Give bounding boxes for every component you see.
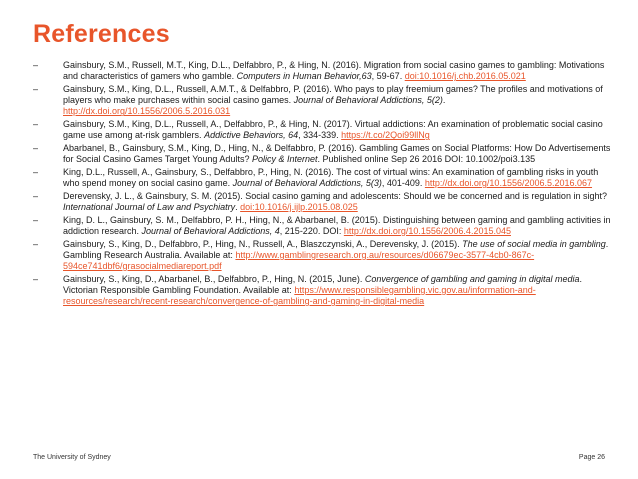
reference-text: Gainsbury, S.M., King, D.L., Russell, A., Delfabbro, P., & Hing, N. (2017). Virtual addictions: An examination of problematic social casino game use among at-risk gamblers.	[63, 119, 603, 141]
reference-journal: Policy & Internet	[251, 154, 318, 165]
reference-item	[33, 274, 613, 308]
reference-journal: Convergence of gambling and gaming in digital media	[364, 273, 580, 284]
bullet-dash: –	[33, 214, 39, 225]
reference-text: King, D.L., Russell, A., Gainsbury, S., Delfabbro, P., Hing, N. (2016). The cost of virtual wins: An examination of gambling risks in youth who spend money on social casino game.	[63, 166, 599, 189]
reference-journal: Journal of Behavioral Addictions, 4	[141, 225, 280, 236]
reference-link[interactable]: http://www.gamblingresearch.org.au/resources/d06679ec-3577-4cb0-867c-594ce741dbf6/grasocialmediareport.pdf	[63, 249, 535, 271]
reference-text: .	[442, 95, 446, 106]
reference-journal: Addictive Behaviors, 64	[204, 130, 299, 141]
reference-item	[33, 215, 613, 237]
reference-item	[33, 119, 613, 141]
reference-text: Abarbanel, B., Gainsbury, S.M., King, D., Hing, N., & Delfabbro, P. (2016). Gambling Games on Social Platforms: How Do Advertisements for Social Casino Games Target Young Adults?	[63, 142, 611, 165]
reference-text: . Published online Sep 26 2016 DOI: 10.1002/poi3.135	[317, 154, 536, 165]
reference-link[interactable]: http://dx.doi.org/10.1556/2006.4.2015.045	[343, 225, 511, 236]
reference-journal: International Journal of Law and Psychiatry	[63, 201, 236, 212]
reference-text: Gainsbury, S.M., King, D.L., Russell, A.M.T., & Delfabbro, P. (2016). Who pays to play freemium games? The profiles and motivations of players who make purchases within social casino games.	[63, 83, 603, 106]
reference-journal: Journal of Behavioral Addictions, 5(3)	[232, 178, 382, 189]
reference-text: Derevensky, J. L., & Gainsbury, S. M. (2015). Social casino gaming and adolescents: Should we be concerned and is regulation in sight?	[63, 190, 607, 201]
reference-journal: Journal of Behavioral Addictions, 5(2)	[293, 95, 443, 106]
reference-link[interactable]: http://dx.doi.org/10.1556/2006.5.2016.067	[424, 178, 593, 189]
reference-journal: The use of social media in gambling	[462, 238, 606, 249]
reference-text: , 334-339.	[298, 130, 342, 141]
bullet-dash: –	[33, 166, 39, 177]
reference-text: , 215-220. DOI:	[279, 225, 344, 236]
bullet-dash: –	[33, 142, 39, 153]
reference-text: Gainsbury, S., King, D., Delfabbro, P., Hing, N., Russell, A., Blaszczynski, A., Derevensky, J. (2015).	[63, 238, 463, 249]
bullet-dash: –	[33, 119, 39, 130]
reference-link[interactable]: http://dx.doi.org/10.1556/2006.5.2016.031	[63, 106, 231, 117]
page-title: References	[33, 20, 170, 48]
reference-item	[33, 143, 613, 165]
reference-text: , 59-67.	[371, 71, 405, 82]
reference-text: . Victorian Responsible Gambling Foundation. Available at:	[63, 273, 582, 295]
bullet-dash: –	[33, 190, 39, 201]
reference-item	[33, 167, 613, 189]
reference-link[interactable]: doi:10.1016/j.ijlp.2015.08.025	[240, 201, 358, 212]
bullet-dash: –	[33, 83, 39, 94]
reference-text: . Gambling Research Australia. Available at:	[63, 238, 609, 260]
reference-text: Gainsbury, S.M., Russell, M.T., King, D.L., Delfabbro, P., & Hing, N. (2016). Migration from social casino games to gambling: Motivations and characteristics of gamers who gamble.	[63, 60, 605, 82]
reference-link[interactable]: https://www.responsiblegambling.vic.gov.au/information-and-resources/research/recent-research/convergence-of-gambling-and-gaming-in-digital-media	[63, 284, 536, 307]
reference-text: Gainsbury, S., King, D., Abarbanel, B., Delfabbro, P., Hing, N. (2015, June).	[63, 273, 365, 284]
bullet-dash: –	[33, 60, 39, 70]
reference-text: , 401-409.	[381, 178, 425, 189]
reference-journal: Computers in Human Behavior,63	[236, 71, 372, 82]
reference-list	[33, 60, 613, 309]
reference-item	[33, 239, 613, 273]
reference-link[interactable]: doi:10.1016/j.chb.2016.05.021	[404, 71, 526, 82]
reference-item	[33, 60, 613, 82]
reference-link[interactable]: https://t.co/2Qoi99llNg	[341, 130, 430, 141]
bullet-dash: –	[33, 238, 39, 249]
reference-item	[33, 84, 613, 118]
footer-organization: The University of Sydney	[33, 454, 111, 461]
reference-text: King, D. L., Gainsbury, S. M., Delfabbro, P. H., Hing, N., & Abarbanel, B. (2015). Distinguishing between gaming and gambling activities in addiction research.	[63, 214, 611, 236]
bullet-dash: –	[33, 273, 39, 284]
footer-page-number: Page 26	[578, 454, 605, 461]
reference-text: .	[235, 201, 241, 212]
reference-item	[33, 191, 613, 213]
